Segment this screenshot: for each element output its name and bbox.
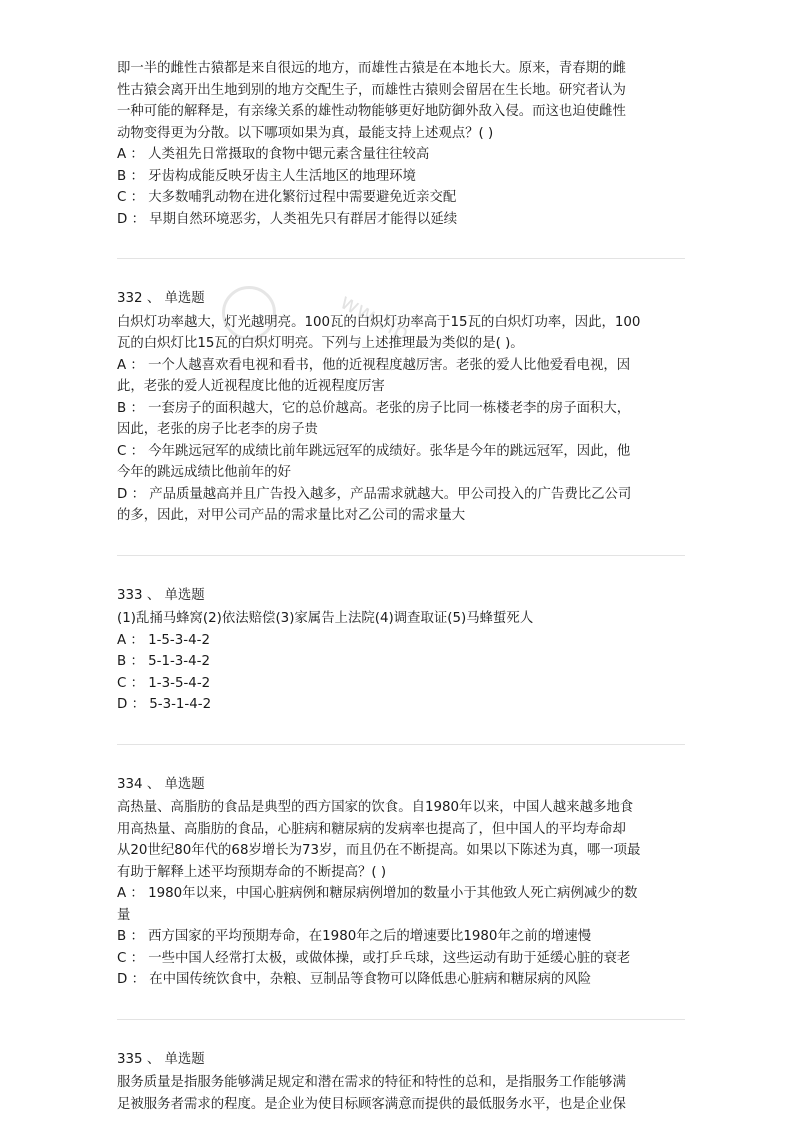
divider (117, 744, 685, 745)
option-a: A ： 1980年以来，中国心脏病例和糖尿病例增加的数量小于其他致人死亡病例减少的数 (117, 886, 638, 901)
question-text-line: 即一半的雌性古猿都是来自很远的地方，而雄性古猿是在本地长大。原来，青春期的雌 (117, 61, 626, 76)
option-d: D ： 产品质量越高并且广告投入越多，产品需求就越大。甲公司投入的广告费比乙公司 (117, 486, 632, 502)
question-text-line: 动物变得更为分散。以下哪项如果为真，最能支持上述观点？( ) (117, 125, 494, 141)
divider (117, 258, 685, 259)
watermark: ww.vip (335, 289, 413, 347)
question-335 (117, 1049, 689, 1116)
option-b: B ： 西方国家的平均预期寿命，在1980年之后的增速要比1980年之前的增速慢 (117, 929, 592, 944)
option-d: D ： 5-3-1-4-2 (117, 697, 212, 712)
question-text-line: 白炽灯功率越大，灯光越明亮。100瓦的白炽灯功率高于15瓦的白炽灯功率，因此，100 (117, 314, 641, 330)
option-d: D ： 早期自然环境恶劣，人类祖先只有群居才能得以延续 (117, 211, 458, 227)
option-c-cont: 今年的跳远成绩比他前年的好 (117, 465, 292, 480)
question-text-line: 有助于解释上述平均预期寿命的不断提高？( ) (117, 864, 387, 880)
question-text-line: (1)乱捅马蜂窝(2)依法赔偿(3)家属告上法院(4)调查取证(5)马蜂蜇死人 (117, 611, 534, 626)
question-header: 334 、 单选题 (117, 776, 205, 792)
option-c: C ： 1-3-5-4-2 (117, 675, 211, 691)
question-text-line: 高热量、高脂肪的食品是典型的西方国家的饮食。自1980年以来，中国人越来越多地食 (117, 800, 634, 815)
option-b: B ： 一套房子的面积越大，它的总价越高。老张的房子比同一栋楼老李的房子面积大， (117, 400, 631, 416)
divider (117, 555, 685, 556)
question-text-line: 性古猿会离开出生地到别的地方交配生子，而雄性古猿则会留居在生长地。研究者认为 (117, 82, 626, 98)
option-d: D ： 在中国传统饮食中，杂粮、豆制品等食物可以降低患心脏病和糖尿病的风险 (117, 972, 592, 987)
question-text-line: 从20世纪80年代的68岁增长为73岁，而且仍在不断提高。如果以下陈述为真，哪一项最 (117, 843, 641, 858)
option-a: A ： 人类祖先日常摄取的食物中锶元素含量往往较高 (117, 147, 430, 162)
question-332 (117, 288, 689, 527)
question-331-continuation (117, 58, 689, 230)
question-text-line: 用高热量、高脂肪的食品，心脏病和糖尿病的发病率也提高了，但中国人的平均寿命却 (117, 821, 626, 837)
divider (117, 1019, 685, 1020)
question-334 (117, 774, 689, 991)
option-c: C ： 今年跳远冠军的成绩比前年跳远冠军的成绩好。张华是今年的跳远冠军，因此，他 (117, 443, 631, 459)
option-c: C ： 一些中国人经常打太极，或做体操，或打乒乓球，这些运动有助于延缓心脏的衰老 (117, 950, 631, 966)
question-header: 335 、 单选题 (117, 1051, 205, 1067)
option-a: A ： 1-5-3-4-2 (117, 632, 210, 648)
question-header: 332 、 单选题 (117, 291, 205, 306)
question-text-line: 服务质量是指服务能够满足规定和潜在需求的特征和特性的总和，是指服务工作能够满 (117, 1075, 626, 1090)
question-333 (117, 585, 689, 716)
option-c: C ： 大多数哺乳动物在进化繁衍过程中需要避免近亲交配 (117, 190, 457, 205)
option-b: B ： 牙齿构成能反映牙齿主人生活地区的地理环境 (117, 168, 416, 184)
question-text-line: 一种可能的解释是，有亲缘关系的雄性动物能够更好地防御外敌入侵。而这也迫使雌性 (117, 104, 626, 119)
option-b-cont: 因此，老张的房子比老李的房子贵 (117, 422, 318, 437)
option-a-cont: 量 (117, 907, 131, 923)
option-a-cont: 此，老张的爱人近视程度比他的近视程度厉害 (117, 379, 385, 394)
question-text-line: 足被服务者需求的程度。是企业为使目标顾客满意而提供的最低服务水平，也是企业保 (117, 1096, 626, 1112)
document-page (117, 58, 689, 1115)
option-a: A ： 一个人越喜欢看电视和看书，他的近视程度越厉害。老张的爱人比他爱看电视，因 (117, 357, 631, 373)
option-b: B ： 5-1-3-4-2 (117, 654, 211, 669)
question-text-line: 瓦的白炽灯比15瓦的白炽灯明亮。下列与上述推理最为类似的是( )。 (117, 336, 524, 351)
question-header: 333 、 单选题 (117, 587, 205, 603)
option-d-cont: 的多，因此，对甲公司产品的需求量比对乙公司的需求量大 (117, 508, 466, 523)
